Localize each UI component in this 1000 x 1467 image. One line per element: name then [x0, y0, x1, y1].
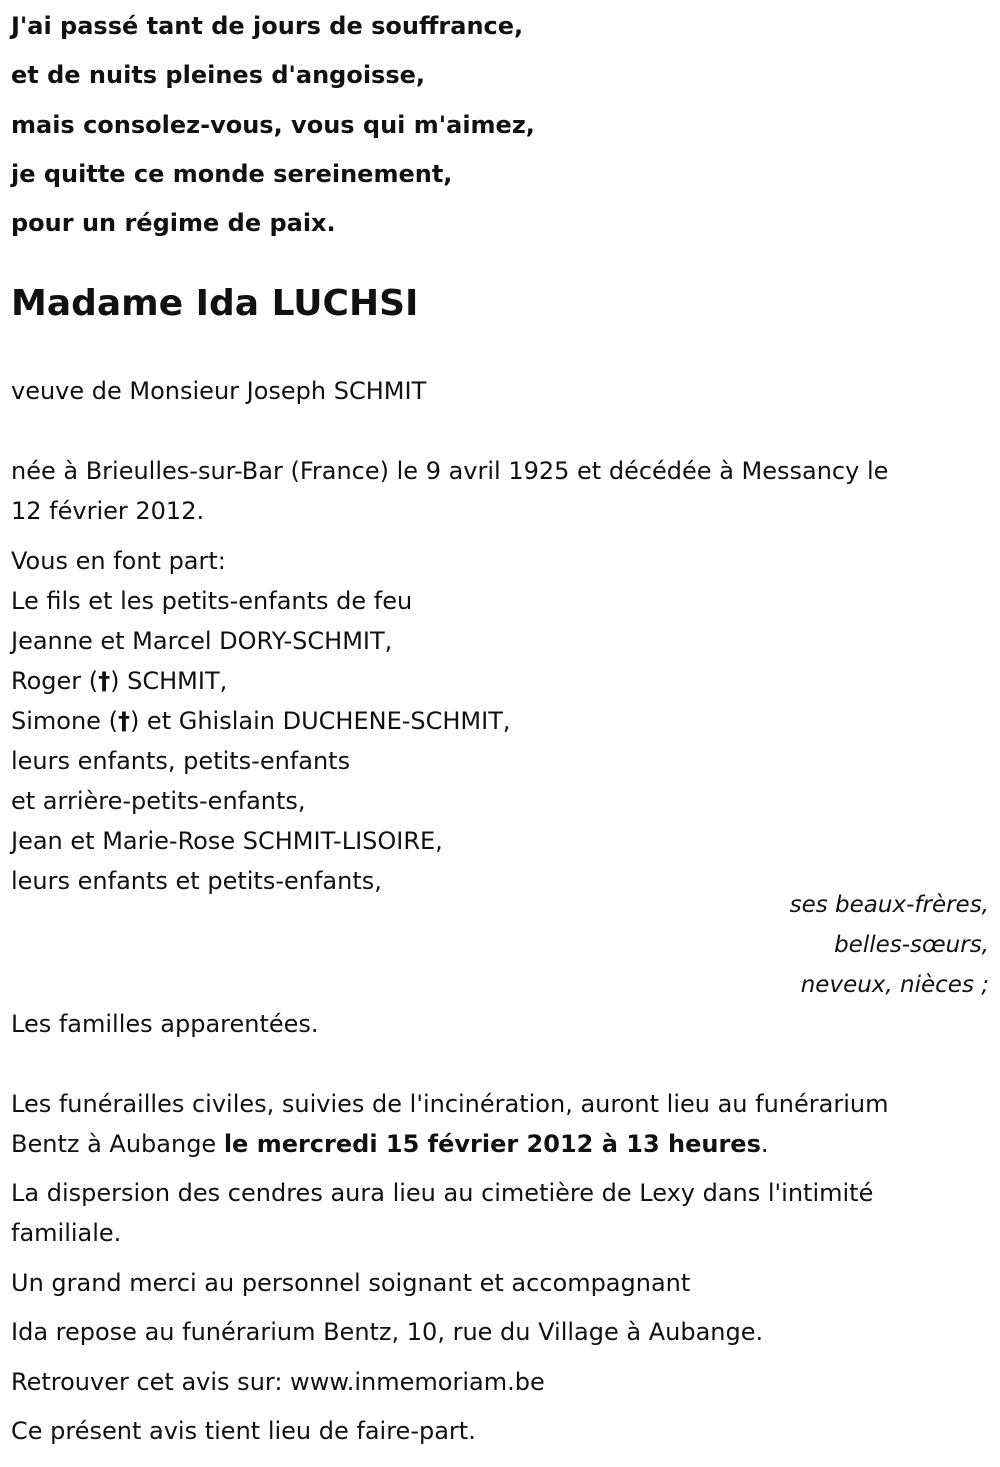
poem-line-4: je quitte ce monde sereinement,: [11, 160, 453, 188]
right-relatives-3: neveux, nièces ;: [800, 972, 989, 998]
funeral-line-2: [11, 1129, 769, 1159]
family-line-4-post: ) et Ghislain DUCHENE-SCHMIT,: [129, 707, 511, 735]
cross-icon: †: [98, 667, 111, 695]
birth-death-line-2: 12 février 2012.: [11, 497, 205, 525]
find-notice-line: Retrouver cet avis sur: www.inmemoriam.be: [11, 1368, 545, 1396]
family-intro: Vous en font part:: [11, 547, 226, 575]
dispersion-line-2: familiale.: [11, 1219, 122, 1247]
family-line-4: [11, 706, 511, 736]
right-relatives-2: belles-sœurs,: [834, 932, 989, 958]
notice-line: Ce présent avis tient lieu de faire-part.: [11, 1417, 476, 1445]
related-families: Les familles apparentées.: [11, 1010, 319, 1038]
poem-line-2: et de nuits pleines d'angoisse,: [11, 61, 426, 89]
family-line-2: Jeanne et Marcel DORY-SCHMIT,: [11, 627, 393, 655]
family-line-3-pre: Roger (: [11, 667, 99, 695]
thanks-line: Un grand merci au personnel soignant et accompagnant: [11, 1269, 691, 1297]
poem-line-5: pour un régime de paix.: [11, 209, 336, 237]
family-line-6: et arrière-petits-enfants,: [11, 787, 306, 815]
right-relatives-1: ses beaux-frères,: [789, 892, 989, 918]
funeral-line-2-pre: Bentz à Aubange: [11, 1130, 224, 1158]
widow-of-line: veuve de Monsieur Joseph SCHMIT: [11, 377, 427, 405]
family-line-5: leurs enfants, petits-enfants: [11, 747, 351, 775]
poem-line-3: mais consolez-vous, vous qui m'aimez,: [11, 111, 535, 139]
family-line-4-pre: Simone (: [11, 707, 118, 735]
family-line-3: [11, 666, 227, 696]
family-line-8: leurs enfants et petits-enfants,: [11, 867, 382, 895]
family-line-3-post: ) SCHMIT,: [110, 667, 228, 695]
funeral-line-1: Les funérailles civiles, suivies de l'incinération, auront lieu au funérarium: [11, 1090, 889, 1118]
rests-line: Ida repose au funérarium Bentz, 10, rue du Village à Aubange.: [11, 1318, 764, 1346]
poem-line-1: J'ai passé tant de jours de souffrance,: [11, 12, 524, 40]
family-line-7: Jean et Marie-Rose SCHMIT-LISOIRE,: [11, 827, 443, 855]
dispersion-line-1: La dispersion des cendres aura lieu au cimetière de Lexy dans l'intimité: [11, 1179, 874, 1207]
funeral-date: le mercredi 15 février 2012 à 13 heures: [223, 1130, 761, 1158]
birth-death-line-1: née à Brieulles-sur-Bar (France) le 9 avril 1925 et décédée à Messancy le: [11, 457, 889, 485]
cross-icon: †: [117, 707, 130, 735]
funeral-line-2-post: .: [760, 1130, 769, 1158]
deceased-name: Madame Ida LUCHSI: [11, 283, 419, 324]
family-line-1: Le fils et les petits-enfants de feu: [11, 587, 413, 615]
